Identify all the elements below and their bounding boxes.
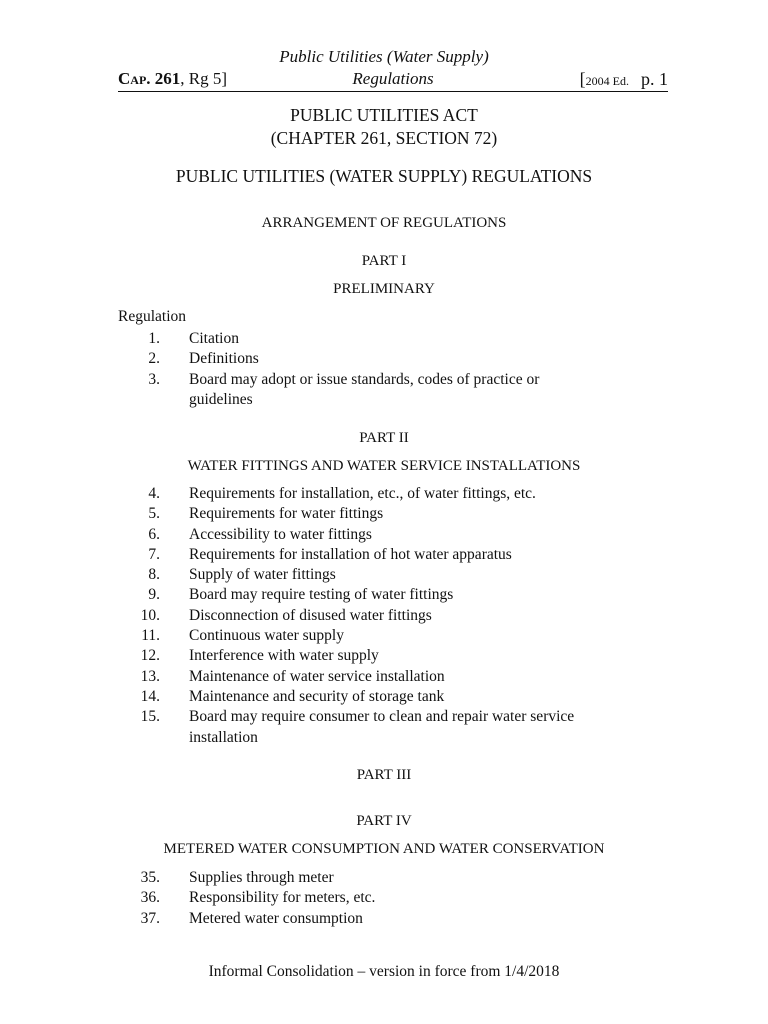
list-item[interactable]	[118, 504, 638, 524]
item-text: Board may require consumer to clean and repair water service installation	[189, 708, 575, 746]
consolidation-footer: Informal Consolidation – version in force from 1/4/2018	[208, 963, 560, 980]
part-4-list	[118, 868, 638, 929]
regulation-column-label: Regulation	[118, 308, 187, 325]
part-4-title: METERED WATER CONSUMPTION AND WATER CONSERVATION	[163, 841, 605, 857]
part-3-label: PART III	[356, 767, 412, 783]
item-text: Maintenance of water service installation	[189, 667, 445, 685]
header-rule	[118, 91, 668, 92]
item-text: Citation	[189, 330, 239, 347]
item-text: Definitions	[189, 350, 259, 368]
list-item[interactable]	[118, 667, 638, 687]
list-item[interactable]	[118, 329, 638, 349]
edition-bracket: [	[579, 69, 586, 89]
item-number: 2.	[148, 350, 160, 368]
item-number: 1.	[148, 330, 160, 347]
list-item[interactable]	[118, 909, 638, 929]
item-text: Requirements for installation of hot water apparatus	[189, 545, 512, 563]
cap-number: 261	[154, 69, 181, 88]
list-item[interactable]	[118, 545, 638, 565]
item-text: Maintenance and security of storage tank	[189, 687, 445, 705]
regulations-title: PUBLIC UTILITIES (WATER SUPPLY) REGULATIONS	[175, 166, 593, 186]
list-item[interactable]	[118, 646, 638, 666]
cap-word: Cap.	[118, 69, 151, 88]
item-number: 8.	[148, 566, 160, 584]
item-text: Interference with water supply	[189, 647, 379, 665]
item-text: Supply of water fittings	[189, 566, 336, 584]
item-number: 37.	[140, 909, 160, 927]
arrangement-title: ARRANGEMENT OF REGULATIONS	[261, 215, 507, 231]
item-number: 4.	[148, 485, 160, 502]
part-1-title: PRELIMINARY	[333, 281, 435, 297]
item-number: 7.	[148, 545, 160, 563]
part-2-list	[118, 484, 638, 748]
part-1-list	[118, 329, 638, 410]
list-item[interactable]	[118, 626, 638, 646]
part-2-label: PART II	[359, 430, 409, 446]
item-number: 9.	[148, 586, 160, 604]
item-number: 36.	[140, 889, 160, 907]
act-chapter: (CHAPTER 261, SECTION 72)	[270, 128, 498, 148]
item-number: 10.	[140, 606, 160, 624]
act-title: PUBLIC UTILITIES ACT	[290, 105, 478, 125]
list-item[interactable]	[118, 606, 638, 626]
list-item[interactable]	[118, 349, 638, 369]
item-text: Disconnection of disused water fittings	[189, 606, 432, 624]
list-item[interactable]	[118, 525, 638, 545]
item-text: Board may require testing of water fittings	[189, 586, 454, 604]
item-text: Metered water consumption	[189, 909, 363, 927]
item-number: 3.	[148, 370, 160, 388]
part-4-label: PART IV	[356, 813, 412, 829]
item-number: 5.	[148, 505, 160, 523]
item-number: 13.	[140, 667, 160, 685]
item-text: Board may adopt or issue standards, codes of practice or guidelines	[189, 370, 540, 408]
part-1-label: PART I	[361, 253, 407, 269]
page-number: p. 1	[641, 69, 668, 89]
running-header-subtitle: Regulations	[352, 69, 434, 88]
list-item[interactable]	[118, 370, 638, 411]
cap-rest: , Rg 5]	[180, 69, 228, 88]
item-number: 35.	[140, 869, 160, 886]
running-header	[118, 68, 668, 92]
item-text: Requirements for installation, etc., of water fittings, etc.	[189, 485, 536, 502]
list-item[interactable]	[118, 687, 638, 707]
list-item[interactable]	[118, 888, 638, 908]
list-item[interactable]	[118, 585, 638, 605]
item-text: Requirements for water fittings	[189, 505, 384, 523]
list-item[interactable]	[118, 707, 638, 748]
item-number: 11.	[141, 627, 160, 645]
item-text: Accessibility to water fittings	[189, 525, 372, 543]
list-item[interactable]	[118, 565, 638, 585]
edition: 2004 Ed.	[585, 74, 629, 88]
part-2-title: WATER FITTINGS AND WATER SERVICE INSTALLATIONS	[187, 458, 581, 474]
item-text: Continuous water supply	[189, 627, 344, 645]
list-item[interactable]	[118, 484, 638, 504]
edition-page	[580, 68, 668, 92]
list-item[interactable]	[118, 868, 638, 888]
item-number: 14.	[140, 687, 160, 705]
running-header-title: Public Utilities (Water Supply)	[279, 47, 489, 66]
item-number: 12.	[140, 647, 160, 665]
item-number: 15.	[140, 708, 160, 726]
item-text: Responsibility for meters, etc.	[189, 889, 376, 907]
item-number: 6.	[148, 525, 160, 543]
item-text: Supplies through meter	[189, 869, 334, 886]
